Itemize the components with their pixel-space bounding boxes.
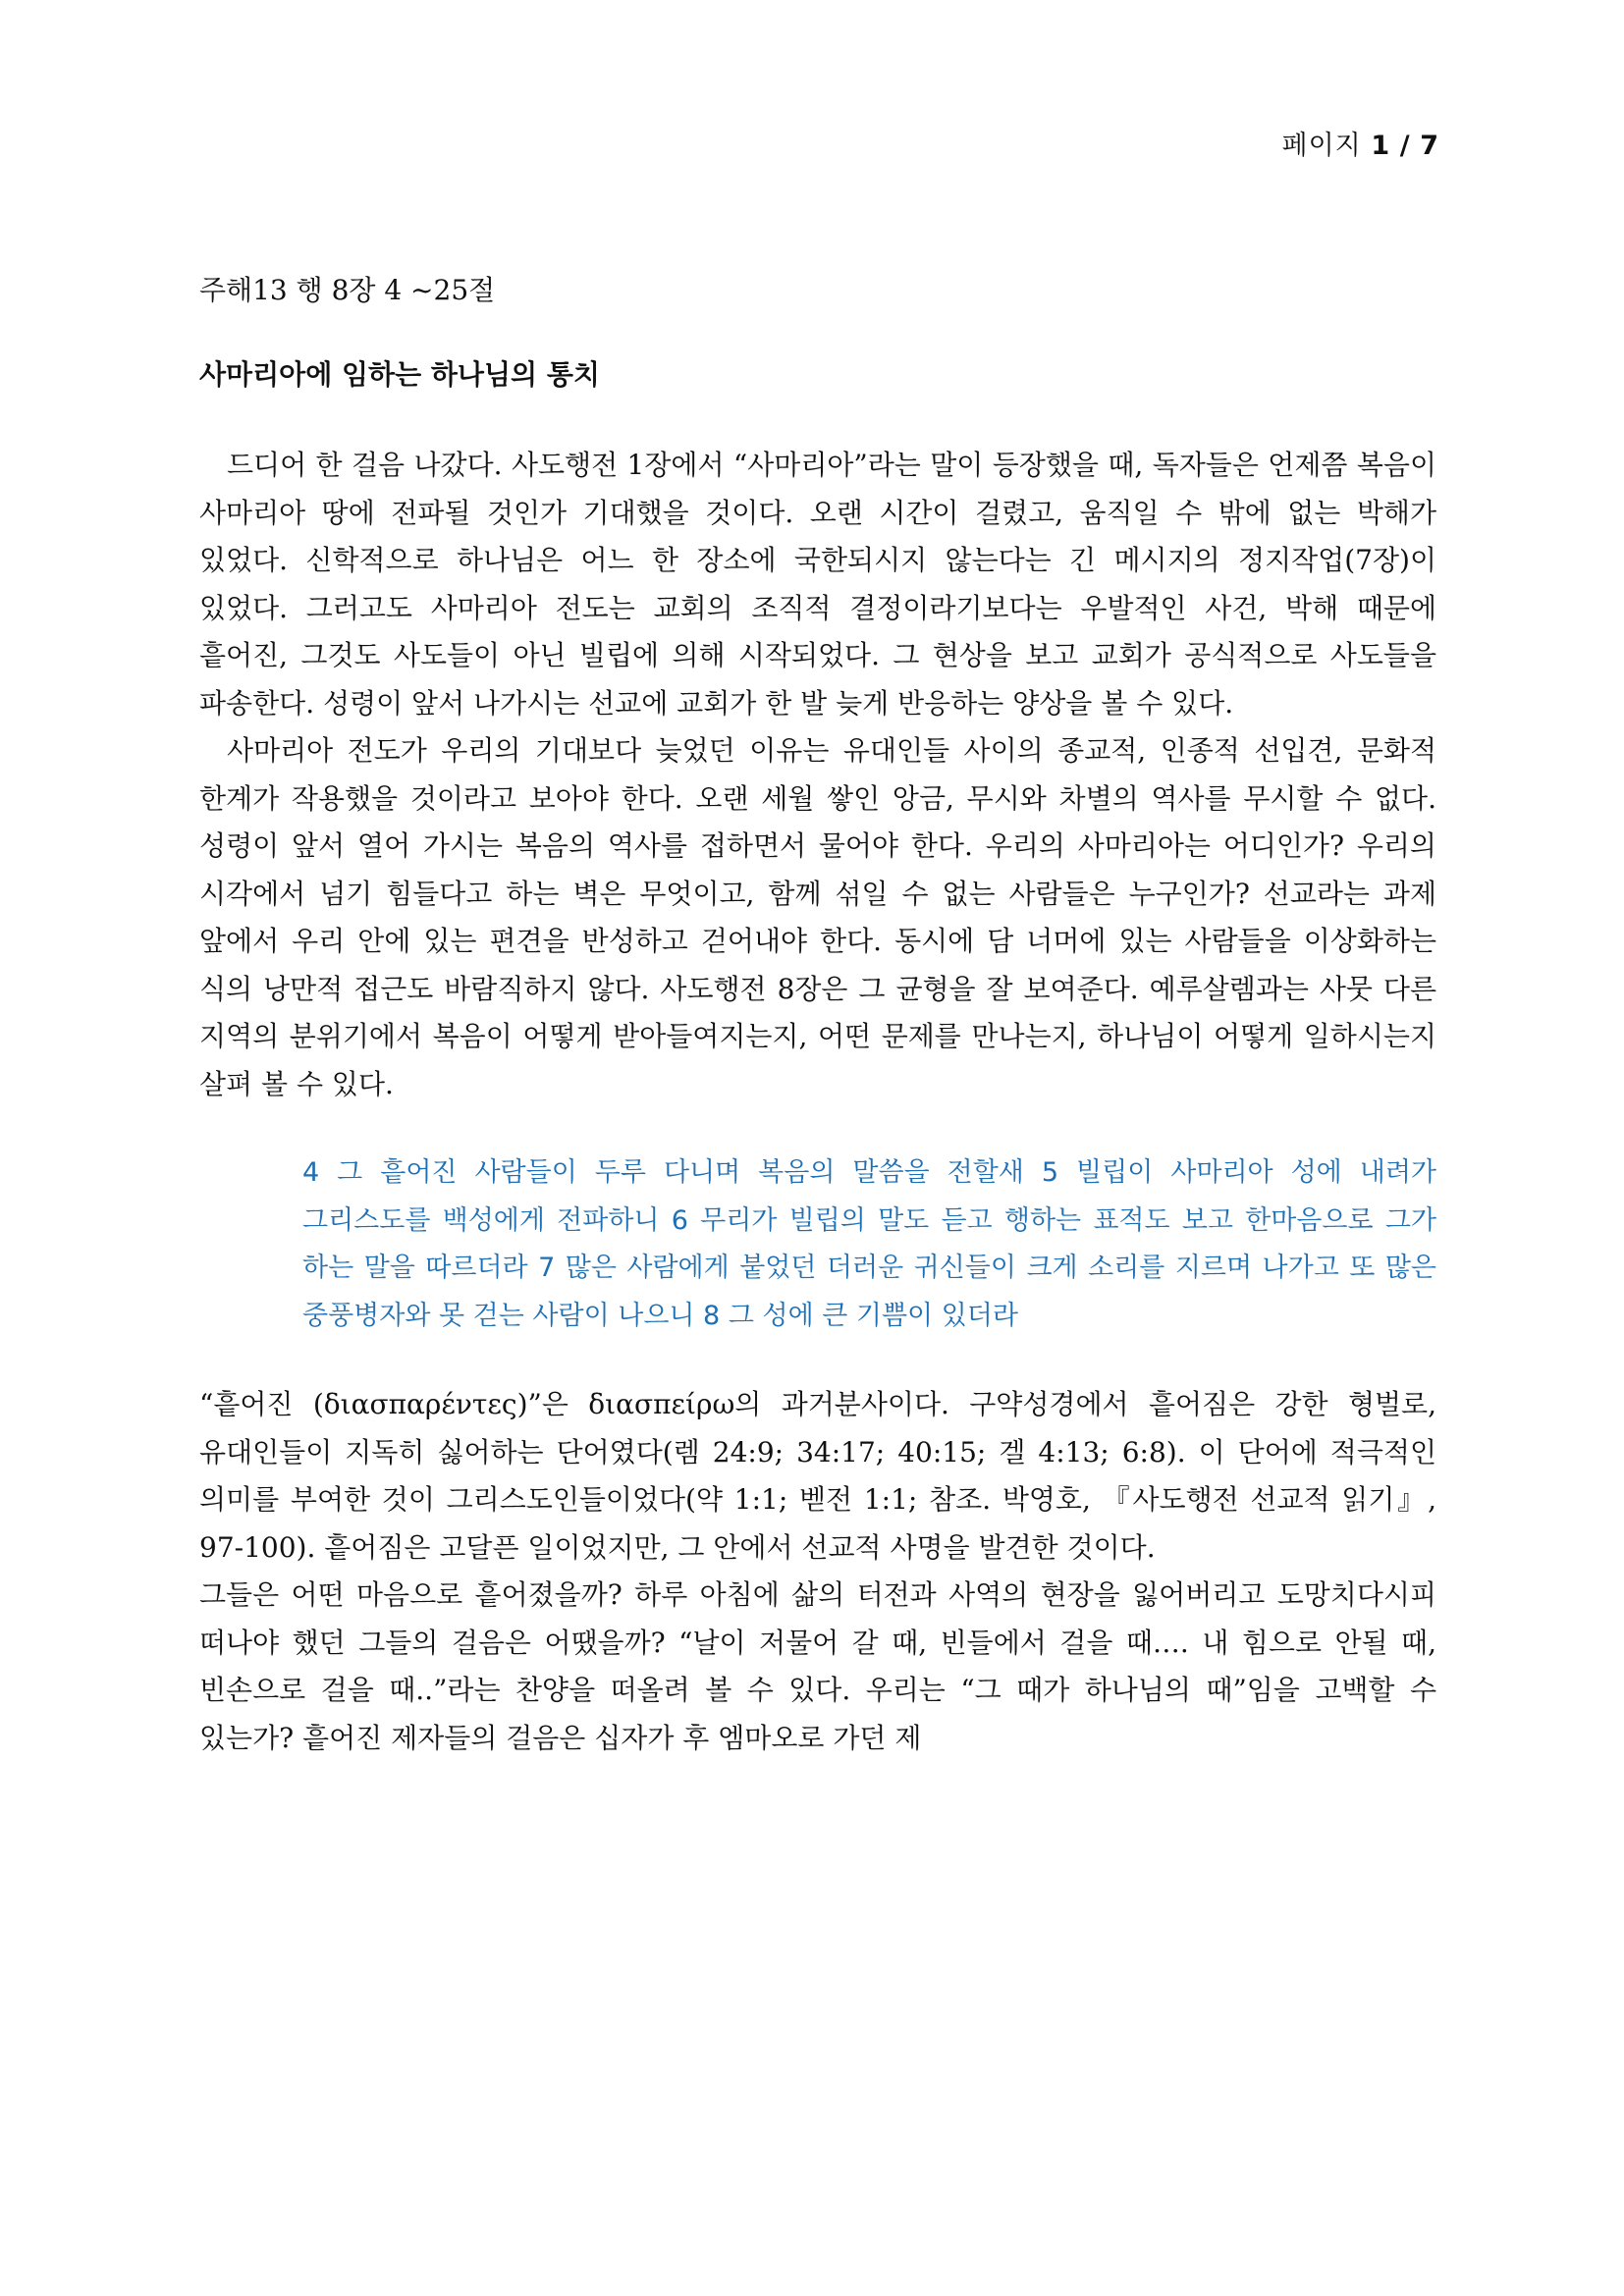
page-separator: /: [1399, 131, 1411, 161]
commentary-paragraph-1: “흩어진 (διασπαρέντες)”은 διασπείρω의 과거분사이다. 구약성경에서 흩어짐은 강한 형벌로, 유대인들이 지독히 싫어하는 단어였다(렘 24:9; 34:17; 40:15; 겔 4:13; 6:8). 이 단어에 적극적인 의미를 부여한 것이 그리스도인들이었다(약 1:1; 벧전 1:1; 참조. 박영호, 『사도행전 선교적 읽기』, 97-100). 흩어짐은 고달픈 일이었지만, 그 안에서 선교적 사명을 발견한 것이다.: [199, 1388, 1436, 1564]
document-content: [199, 267, 1436, 1762]
commentary-paragraph-2: 그들은 어떤 마음으로 흩어졌을까? 하루 아침에 삶의 터전과 사역의 현장을 잃어버리고 도망치다시피 떠나야 했던 그들의 걸음은 어땠을까? “날이 저물어 갈 때, 빈들에서 걸을 때…. 내 힘으로 안될 때, 빈손으로 걸을 때..”라는 찬양을 떠올려 볼 수 있다. 우리는 “그 때가 하나님의 때”임을 고백할 수 있는가? 흩어진 제자들의 걸음은 십자가 후 엠마오로 가던 제: [199, 1578, 1436, 1754]
page-label: 페이지: [1281, 131, 1362, 161]
scripture-reference: 주해13 행 8장 4 ~25절: [199, 274, 496, 306]
current-page-number: 1: [1371, 131, 1391, 161]
total-pages-number: 7: [1420, 131, 1439, 161]
scripture-quote: 4 그 흩어진 사람들이 두루 다니며 복음의 말씀을 전할새 5 빌립이 사마리아 성에 내려가 그리스도를 백성에게 전파하니 6 무리가 빌립의 말도 듣고 행하는 표적도 보고 한마음으로 그가 하는 말을 따르더라 7 많은 사람에게 붙었던 더러운 귀신들이 크게 소리를 지르며 나가고 또 많은 중풍병자와 못 걷는 사람이 나으니 8 그 성에 큰 기쁨이 있더라: [302, 1157, 1436, 1331]
document-title: 사마리아에 임하는 하나님의 통치: [199, 358, 600, 391]
page-number: [1282, 124, 1440, 162]
intro-paragraph-1: 드디어 한 걸음 나갔다. 사도행전 1장에서 “사마리아”라는 말이 등장했을 때, 독자들은 언제쯤 복음이 사마리아 땅에 전파될 것인가 기대했을 것이다. 오랜 시간이 걸렸고, 움직일 수 밖에 없는 박해가 있었다. 신학적으로 하나님은 어느 한 장소에 국한되시지 않는다는 긴 메시지의 정지작업(7장)이 있었다. 그러고도 사마리아 전도는 교회의 조직적 결정이라기보다는 우발적인 사건, 박해 때문에 흩어진, 그것도 사도들이 아닌 빌립에 의해 시작되었다. 그 현상을 보고 교회가 공식적으로 사도들을 파송한다. 성령이 앞서 나가시는 선교에 교회가 한 발 늦게 반응하는 양상을 볼 수 있다.: [199, 449, 1436, 720]
intro-paragraph-2: 사마리아 전도가 우리의 기대보다 늦었던 이유는 유대인들 사이의 종교적, 인종적 선입견, 문화적 한계가 작용했을 것이라고 보아야 한다. 오랜 세월 쌓인 앙금, 무시와 차별의 역사를 무시할 수 없다. 성령이 앞서 열어 가시는 복음의 역사를 접하면서 물어야 한다. 우리의 사마리아는 어디인가? 우리의 시각에서 넘기 힘들다고 하는 벽은 무엇이고, 함께 섞일 수 없는 사람들은 누구인가? 선교라는 과제 앞에서 우리 안에 있는 편견을 반성하고 걷어내야 한다. 동시에 담 너머에 있는 사람들을 이상화하는 식의 낭만적 접근도 바람직하지 않다. 사도행전 8장은 그 균형을 잘 보여준다. 예루살렘과는 사뭇 다른 지역의 분위기에서 복음이 어떻게 받아들여지는지, 어떤 문제를 만나는지, 하나님이 어떻게 일하시는지 살펴 볼 수 있다.: [199, 734, 1436, 1100]
